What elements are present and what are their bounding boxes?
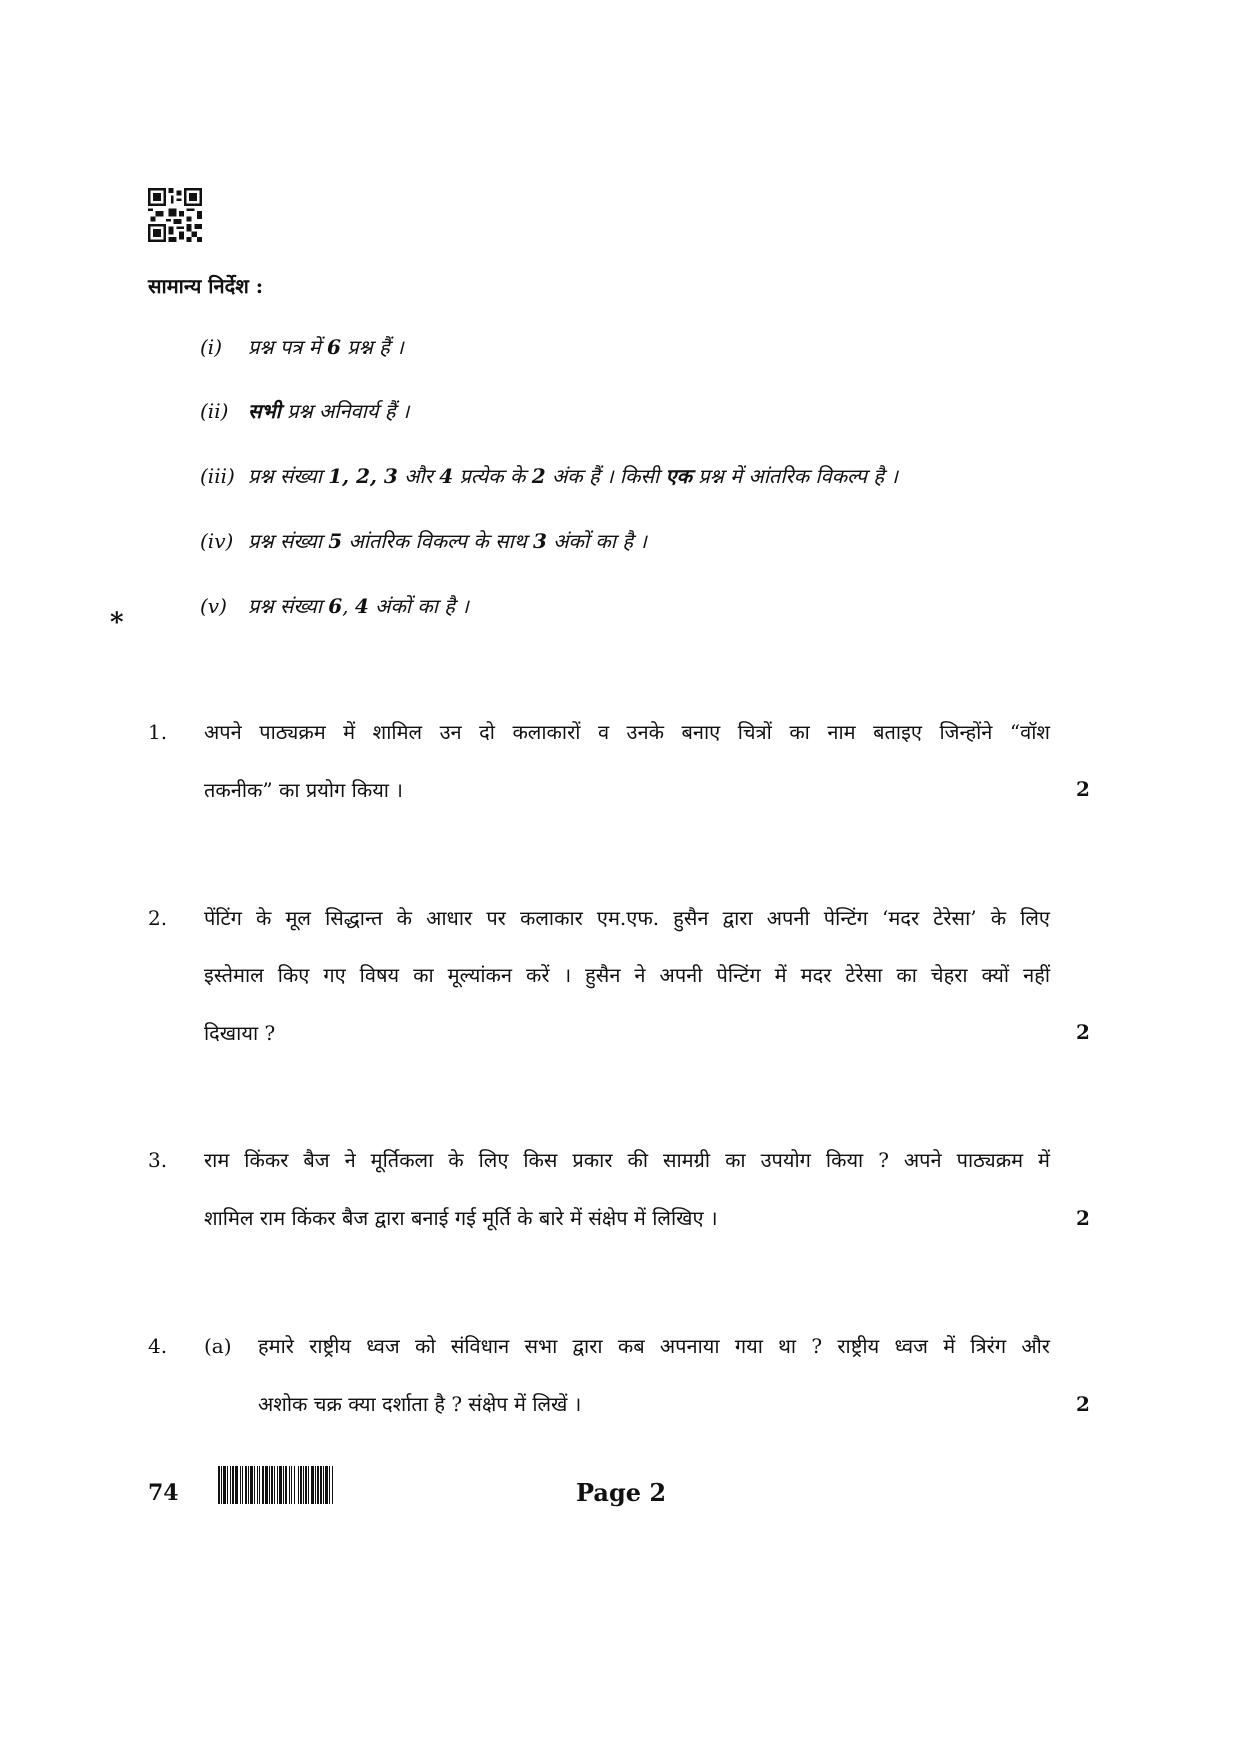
instruction-number: (ii): [200, 399, 229, 423]
page-number: Page 2: [576, 1478, 667, 1507]
instruction-text: प्रश्न संख्या 6, 4 अंकों का है ।: [248, 594, 469, 618]
instruction-number: (iv): [200, 529, 234, 553]
instruction-text: प्रश्न पत्र में 6 प्रश्न हैं ।: [248, 335, 404, 359]
question-text-line: अपने पाठ्यक्रम में शामिल उन दो कलाकारों व उनके बनाए चित्रों का नाम बताइए जिन्होंने “वॉश: [204, 720, 1050, 744]
instruction-item: [200, 333, 404, 360]
question-text-line: इस्तेमाल किए गए विषय का मूल्यांकन करें । हुसैन ने अपनी पेन्टिंग में मदर टेरेसा का चेहरा क्यों नहीं: [204, 963, 1050, 987]
instruction-number: (iii): [200, 464, 235, 488]
marks-label: 2: [1076, 777, 1090, 801]
question-text-line: दिखाया ?: [204, 1021, 276, 1045]
instruction-item: [200, 527, 647, 554]
question-text-line: शामिल राम किंकर बैज द्वारा बनाई गई मूर्ति के बारे में संक्षेप में लिखिए ।: [204, 1206, 718, 1230]
question-text-line: अशोक चक्र क्या दर्शाता है ? संक्षेप में लिखें ।: [258, 1392, 582, 1416]
marks-label: 2: [1076, 1206, 1090, 1230]
sub-question-label: (a): [204, 1334, 232, 1358]
qr-code-icon: [148, 188, 202, 242]
question-text-line: हमारे राष्ट्रीय ध्वज को संविधान सभा द्वारा कब अपनाया गया था ? राष्ट्रीय ध्वज में त्रिरंग और: [258, 1334, 1050, 1358]
instruction-item: [200, 592, 469, 619]
general-instructions-heading: सामान्य निर्देश :: [148, 274, 264, 298]
question-text-line: पेंटिंग के मूल सिद्धान्त के आधार पर कलाकार एम.एफ. हुसैन द्वारा अपनी पेन्टिंग ‘मदर टेरेसा’ के लिए: [204, 906, 1050, 930]
paper-code: 74: [148, 1480, 179, 1506]
star-mark: *: [110, 608, 124, 638]
question-number: 3.: [148, 1148, 168, 1172]
marks-label: 2: [1076, 1392, 1090, 1416]
question-text-line: राम किंकर बैज ने मूर्तिकला के लिए किस प्रकार की सामग्री का उपयोग किया ? अपने पाठ्यक्रम में: [204, 1148, 1050, 1172]
question-number: 2.: [148, 906, 168, 930]
instruction-item: [200, 397, 409, 424]
instruction-text: प्रश्न संख्या 1, 2, 3 और 4 प्रत्येक के 2 अंक हैं । किसी एक प्रश्न में आंतरिक विकल्प है ।: [248, 464, 898, 488]
instruction-number: (i): [200, 335, 223, 359]
instruction-item: [200, 462, 898, 489]
instruction-number: (v): [200, 594, 227, 618]
barcode-icon: [218, 1466, 404, 1504]
question-text-line: तकनीक” का प्रयोग किया ।: [204, 778, 403, 802]
instruction-text: प्रश्न संख्या 5 आंतरिक विकल्प के साथ 3 अंकों का है ।: [248, 529, 647, 553]
instruction-text: सभी प्रश्न अनिवार्य हैं ।: [248, 399, 410, 423]
question-number: 1.: [148, 720, 168, 744]
question-number: 4.: [148, 1334, 168, 1358]
marks-label: 2: [1076, 1020, 1090, 1044]
